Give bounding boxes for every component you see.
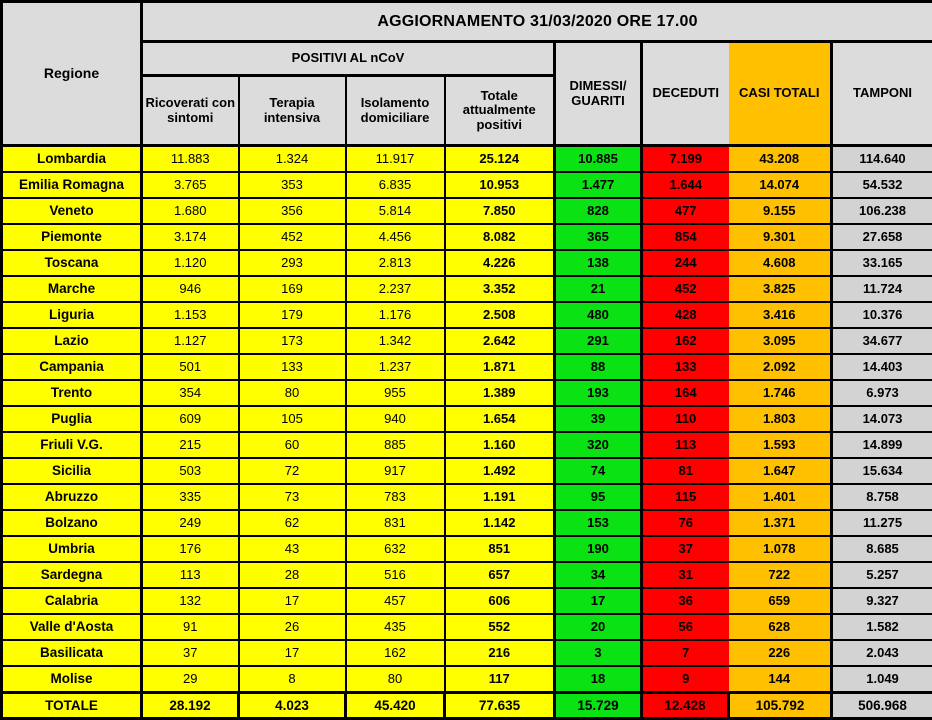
value-cell: 26 — [239, 614, 346, 640]
value-cell: 946 — [142, 276, 239, 302]
value-cell: 10.953 — [445, 172, 555, 198]
value-cell: 11.275 — [832, 510, 932, 536]
value-cell: 179 — [239, 302, 346, 328]
value-cell: 783 — [346, 484, 445, 510]
value-cell: 34.677 — [832, 328, 932, 354]
value-cell: 4.456 — [346, 224, 445, 250]
value-cell: 365 — [555, 224, 642, 250]
region-cell: Trento — [2, 380, 142, 406]
value-cell: 72 — [239, 458, 346, 484]
value-cell: 8.685 — [832, 536, 932, 562]
value-cell: 14.074 — [729, 172, 832, 198]
value-cell: 215 — [142, 432, 239, 458]
value-cell: 56 — [642, 614, 729, 640]
value-cell: 114.640 — [832, 146, 932, 173]
value-cell: 43.208 — [729, 146, 832, 173]
value-cell: 54.532 — [832, 172, 932, 198]
value-cell: 162 — [346, 640, 445, 666]
value-cell: 80 — [239, 380, 346, 406]
value-cell: 1.647 — [729, 458, 832, 484]
value-cell: 7.199 — [642, 146, 729, 173]
region-cell: Puglia — [2, 406, 142, 432]
value-cell: 2.642 — [445, 328, 555, 354]
value-cell: 80 — [346, 666, 445, 693]
value-cell: 193 — [555, 380, 642, 406]
value-cell: 14.403 — [832, 354, 932, 380]
table-row — [2, 562, 932, 588]
value-cell: 3.765 — [142, 172, 239, 198]
region-cell: Valle d'Aosta — [2, 614, 142, 640]
value-cell: 11.917 — [346, 146, 445, 173]
table-row — [2, 640, 932, 666]
value-cell: 31 — [642, 562, 729, 588]
value-cell: 293 — [239, 250, 346, 276]
value-cell: 628 — [729, 614, 832, 640]
value-cell: 33.165 — [832, 250, 932, 276]
value-cell: 1.142 — [445, 510, 555, 536]
value-cell: 3.825 — [729, 276, 832, 302]
value-cell: 45.420 — [346, 693, 445, 719]
value-cell: 7.850 — [445, 198, 555, 224]
value-cell: 1.371 — [729, 510, 832, 536]
page-title: AGGIORNAMENTO 31/03/2020 ORE 17.00 — [142, 2, 932, 42]
value-cell: 73 — [239, 484, 346, 510]
value-cell: 609 — [142, 406, 239, 432]
value-cell: 17 — [555, 588, 642, 614]
column-header-terapia-intensiva: Terapia intensiva — [239, 76, 346, 146]
value-cell: 606 — [445, 588, 555, 614]
table-row — [2, 198, 932, 224]
region-cell: Lazio — [2, 328, 142, 354]
value-cell: 28 — [239, 562, 346, 588]
value-cell: 2.813 — [346, 250, 445, 276]
table-row — [2, 588, 932, 614]
region-cell: Emilia Romagna — [2, 172, 142, 198]
region-cell: Abruzzo — [2, 484, 142, 510]
value-cell: 1.153 — [142, 302, 239, 328]
value-cell: 81 — [642, 458, 729, 484]
value-cell: 1.803 — [729, 406, 832, 432]
value-cell: 10.885 — [555, 146, 642, 173]
table-row — [2, 302, 932, 328]
value-cell: 153 — [555, 510, 642, 536]
region-cell: Toscana — [2, 250, 142, 276]
value-cell: 88 — [555, 354, 642, 380]
value-cell: 8 — [239, 666, 346, 693]
value-cell: 480 — [555, 302, 642, 328]
value-cell: 8.758 — [832, 484, 932, 510]
value-cell: 162 — [642, 328, 729, 354]
column-header-casi-totali: CASI TOTALI — [729, 42, 832, 146]
region-cell: Bolzano — [2, 510, 142, 536]
region-cell: Sicilia — [2, 458, 142, 484]
value-cell: 9.301 — [729, 224, 832, 250]
title-row — [2, 2, 932, 42]
value-cell: 503 — [142, 458, 239, 484]
value-cell: 25.124 — [445, 146, 555, 173]
value-cell: 117 — [445, 666, 555, 693]
value-cell: 43 — [239, 536, 346, 562]
value-cell: 885 — [346, 432, 445, 458]
table-row — [2, 484, 932, 510]
value-cell: 501 — [142, 354, 239, 380]
value-cell: 95 — [555, 484, 642, 510]
totale-label-cell: TOTALE — [2, 693, 142, 719]
value-cell: 91 — [142, 614, 239, 640]
region-cell: Molise — [2, 666, 142, 693]
value-cell: 60 — [239, 432, 346, 458]
value-cell: 4.023 — [239, 693, 346, 719]
value-cell: 3.095 — [729, 328, 832, 354]
value-cell: 36 — [642, 588, 729, 614]
value-cell: 11.883 — [142, 146, 239, 173]
value-cell: 5.814 — [346, 198, 445, 224]
region-cell: Basilicata — [2, 640, 142, 666]
value-cell: 335 — [142, 484, 239, 510]
value-cell: 15.729 — [555, 693, 642, 719]
value-cell: 138 — [555, 250, 642, 276]
value-cell: 226 — [729, 640, 832, 666]
value-cell: 854 — [642, 224, 729, 250]
value-cell: 190 — [555, 536, 642, 562]
value-cell: 657 — [445, 562, 555, 588]
value-cell: 3.416 — [729, 302, 832, 328]
value-cell: 1.582 — [832, 614, 932, 640]
value-cell: 940 — [346, 406, 445, 432]
value-cell: 106.238 — [832, 198, 932, 224]
value-cell: 516 — [346, 562, 445, 588]
value-cell: 8.082 — [445, 224, 555, 250]
value-cell: 17 — [239, 588, 346, 614]
region-cell: Marche — [2, 276, 142, 302]
value-cell: 3 — [555, 640, 642, 666]
value-cell: 477 — [642, 198, 729, 224]
table-row — [2, 250, 932, 276]
value-cell: 2.508 — [445, 302, 555, 328]
value-cell: 457 — [346, 588, 445, 614]
value-cell: 1.401 — [729, 484, 832, 510]
value-cell: 1.389 — [445, 380, 555, 406]
value-cell: 76 — [642, 510, 729, 536]
value-cell: 249 — [142, 510, 239, 536]
value-cell: 1.654 — [445, 406, 555, 432]
value-cell: 3.352 — [445, 276, 555, 302]
value-cell: 428 — [642, 302, 729, 328]
value-cell: 320 — [555, 432, 642, 458]
table-row — [2, 614, 932, 640]
value-cell: 115 — [642, 484, 729, 510]
column-header-deceduti: DECEDUTI — [642, 42, 729, 146]
region-cell: Piemonte — [2, 224, 142, 250]
value-cell: 37 — [142, 640, 239, 666]
value-cell: 291 — [555, 328, 642, 354]
value-cell: 1.049 — [832, 666, 932, 693]
value-cell: 1.160 — [445, 432, 555, 458]
value-cell: 28.192 — [142, 693, 239, 719]
value-cell: 452 — [642, 276, 729, 302]
value-cell: 244 — [642, 250, 729, 276]
value-cell: 2.237 — [346, 276, 445, 302]
region-cell: Umbria — [2, 536, 142, 562]
table-row — [2, 224, 932, 250]
value-cell: 21 — [555, 276, 642, 302]
table-row — [2, 432, 932, 458]
value-cell: 164 — [642, 380, 729, 406]
value-cell: 110 — [642, 406, 729, 432]
value-cell: 4.226 — [445, 250, 555, 276]
column-header-regione: Regione — [2, 2, 142, 146]
value-cell: 216 — [445, 640, 555, 666]
value-cell: 356 — [239, 198, 346, 224]
table-row — [2, 380, 932, 406]
column-header-totale-positivi: Totale attualmente positivi — [445, 76, 555, 146]
value-cell: 659 — [729, 588, 832, 614]
column-group-positivi: POSITIVI AL nCoV — [142, 42, 555, 76]
value-cell: 552 — [445, 614, 555, 640]
table-row — [2, 406, 932, 432]
table-row — [2, 328, 932, 354]
value-cell: 18 — [555, 666, 642, 693]
value-cell: 1.237 — [346, 354, 445, 380]
value-cell: 39 — [555, 406, 642, 432]
value-cell: 5.257 — [832, 562, 932, 588]
value-cell: 14.899 — [832, 432, 932, 458]
value-cell: 3.174 — [142, 224, 239, 250]
value-cell: 1.324 — [239, 146, 346, 173]
value-cell: 7 — [642, 640, 729, 666]
value-cell: 1.644 — [642, 172, 729, 198]
value-cell: 1.127 — [142, 328, 239, 354]
value-cell: 506.968 — [832, 693, 932, 719]
region-cell: Lombardia — [2, 146, 142, 173]
column-header-ricoverati: Ricoverati con sintomi — [142, 76, 239, 146]
value-cell: 2.043 — [832, 640, 932, 666]
value-cell: 14.073 — [832, 406, 932, 432]
value-cell: 6.835 — [346, 172, 445, 198]
value-cell: 169 — [239, 276, 346, 302]
value-cell: 11.724 — [832, 276, 932, 302]
value-cell: 1.492 — [445, 458, 555, 484]
value-cell: 105 — [239, 406, 346, 432]
value-cell: 1.078 — [729, 536, 832, 562]
value-cell: 1.680 — [142, 198, 239, 224]
value-cell: 9.155 — [729, 198, 832, 224]
value-cell: 176 — [142, 536, 239, 562]
value-cell: 354 — [142, 380, 239, 406]
region-cell: Liguria — [2, 302, 142, 328]
totale-row — [2, 693, 932, 719]
value-cell: 74 — [555, 458, 642, 484]
value-cell: 1.593 — [729, 432, 832, 458]
region-cell: Friuli V.G. — [2, 432, 142, 458]
value-cell: 133 — [239, 354, 346, 380]
value-cell: 62 — [239, 510, 346, 536]
value-cell: 831 — [346, 510, 445, 536]
value-cell: 29 — [142, 666, 239, 693]
value-cell: 1.342 — [346, 328, 445, 354]
value-cell: 435 — [346, 614, 445, 640]
value-cell: 353 — [239, 172, 346, 198]
table-row — [2, 276, 932, 302]
value-cell: 144 — [729, 666, 832, 693]
value-cell: 77.635 — [445, 693, 555, 719]
group-header-row — [2, 42, 932, 76]
column-header-tamponi: TAMPONI — [832, 42, 932, 146]
value-cell: 452 — [239, 224, 346, 250]
column-header-isolamento: Isolamento domiciliare — [346, 76, 445, 146]
region-cell: Sardegna — [2, 562, 142, 588]
value-cell: 113 — [642, 432, 729, 458]
value-cell: 1.120 — [142, 250, 239, 276]
value-cell: 132 — [142, 588, 239, 614]
value-cell: 2.092 — [729, 354, 832, 380]
table-row — [2, 146, 932, 173]
value-cell: 34 — [555, 562, 642, 588]
value-cell: 1.871 — [445, 354, 555, 380]
table-row — [2, 666, 932, 693]
table-footer — [2, 693, 932, 719]
table-row — [2, 172, 932, 198]
region-cell: Veneto — [2, 198, 142, 224]
value-cell: 12.428 — [642, 693, 729, 719]
value-cell: 6.973 — [832, 380, 932, 406]
table-row — [2, 510, 932, 536]
table-row — [2, 536, 932, 562]
value-cell: 17 — [239, 640, 346, 666]
value-cell: 113 — [142, 562, 239, 588]
value-cell: 15.634 — [832, 458, 932, 484]
value-cell: 917 — [346, 458, 445, 484]
value-cell: 632 — [346, 536, 445, 562]
table-body — [2, 146, 932, 693]
value-cell: 4.608 — [729, 250, 832, 276]
region-cell: Calabria — [2, 588, 142, 614]
table-row — [2, 458, 932, 484]
value-cell: 20 — [555, 614, 642, 640]
table-row — [2, 354, 932, 380]
value-cell: 851 — [445, 536, 555, 562]
region-cell: Campania — [2, 354, 142, 380]
value-cell: 1.477 — [555, 172, 642, 198]
column-header-dimessi-guariti: DIMESSI/ GUARITI — [555, 42, 642, 146]
value-cell: 1.191 — [445, 484, 555, 510]
value-cell: 27.658 — [832, 224, 932, 250]
value-cell: 722 — [729, 562, 832, 588]
value-cell: 105.792 — [729, 693, 832, 719]
value-cell: 37 — [642, 536, 729, 562]
value-cell: 1.746 — [729, 380, 832, 406]
value-cell: 828 — [555, 198, 642, 224]
value-cell: 1.176 — [346, 302, 445, 328]
value-cell: 9 — [642, 666, 729, 693]
value-cell: 133 — [642, 354, 729, 380]
value-cell: 10.376 — [832, 302, 932, 328]
value-cell: 955 — [346, 380, 445, 406]
value-cell: 173 — [239, 328, 346, 354]
value-cell: 9.327 — [832, 588, 932, 614]
